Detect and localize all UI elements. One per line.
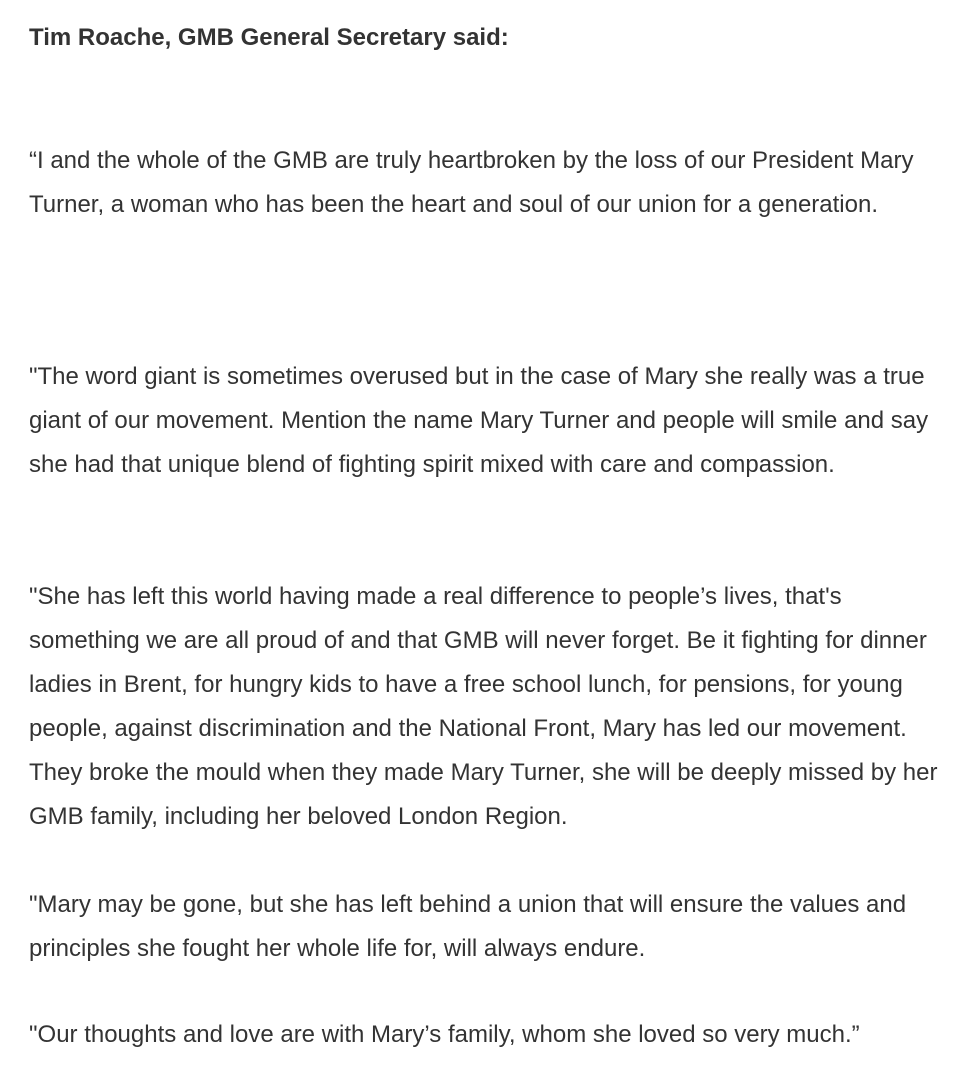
statement-paragraph: "She has left this world having made a real difference to people’s lives, that's something we are all proud of and that GMB will never forget. Be it fighting for dinner ladies in Brent, for hungry kids to have a free school lunch, for pensions, for young people, against discrimination and the National Front, Mary has led our movement. They broke the mould when they made Mary Turner, she will be deeply missed by her GMB family, including her beloved London Region. — [29, 583, 938, 830]
statement-paragraph: "The word giant is sometimes overused but in the case of Mary she really was a true giant of our movement. Mention the name Mary Turner and people will smile and say she had that unique blend of fighting spirit mixed with care and compassion. — [29, 363, 929, 478]
statement-paragraph: "Mary may be gone, but she has left behind a union that will ensure the values and principles she fought her whole life for, will always endure. — [29, 891, 907, 962]
statement-heading: Tim Roache, GMB General Secretary said: — [29, 24, 509, 51]
statement-paragraph: "Our thoughts and love are with Mary’s family, whom she loved so very much.” — [29, 1021, 860, 1048]
statement-paragraph: “I and the whole of the GMB are truly heartbroken by the loss of our President Mary Turner, a woman who has been the heart and soul of our union for a generation. — [29, 147, 914, 218]
